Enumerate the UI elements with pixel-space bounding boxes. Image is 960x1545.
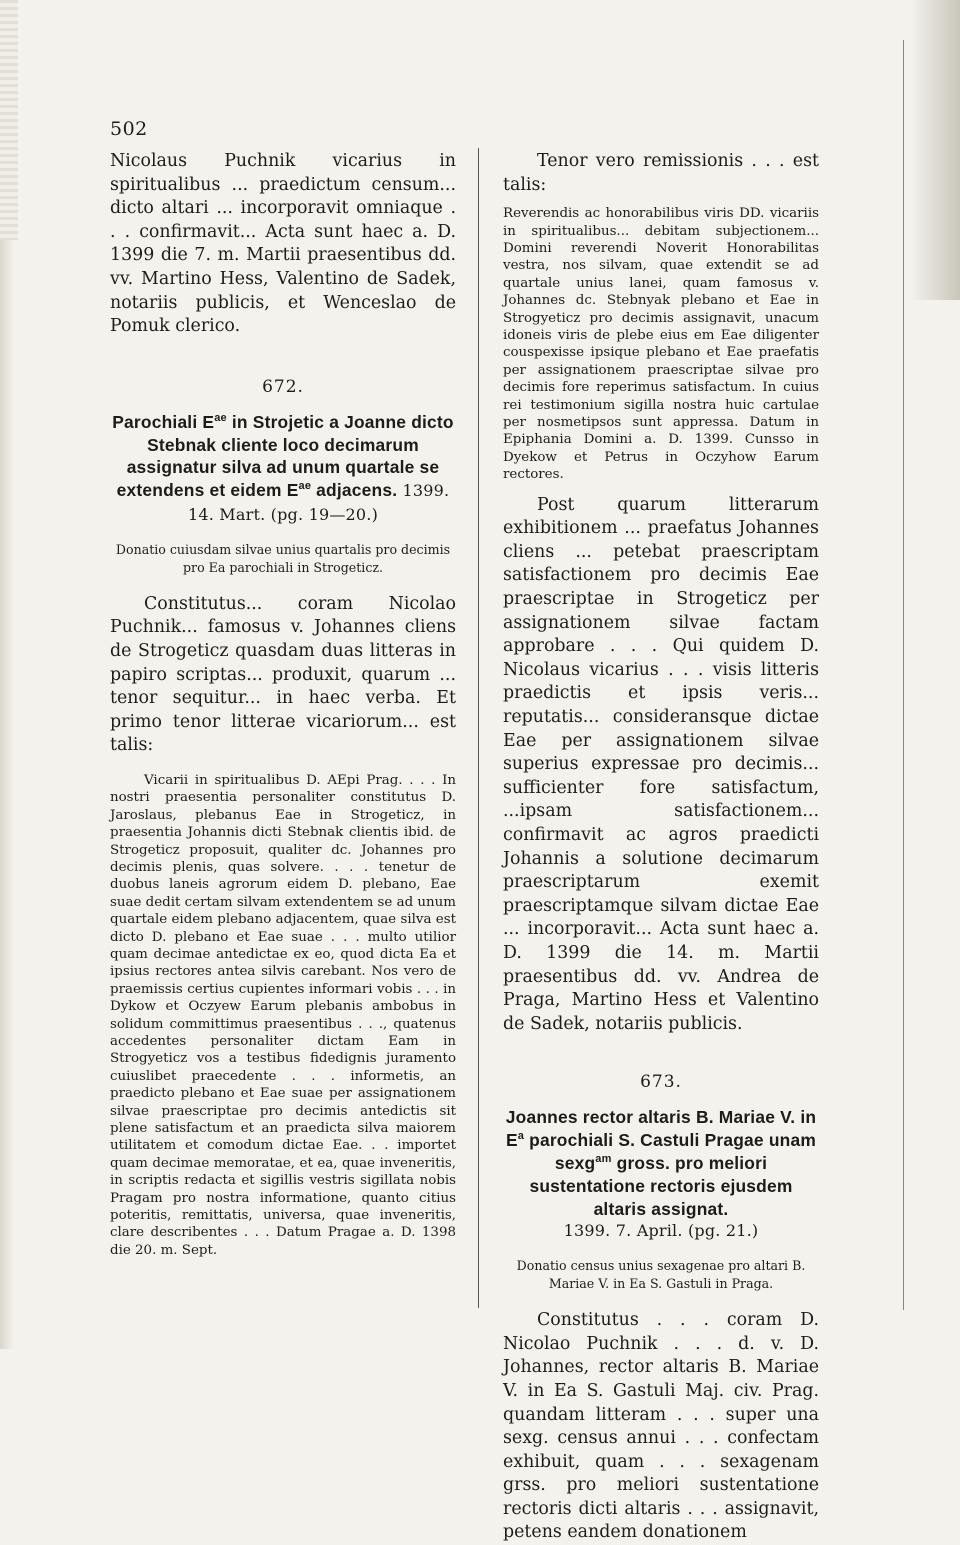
- tenor-line: Tenor vero remissionis . . . est talis:: [503, 151, 819, 195]
- right-column: [503, 150, 819, 1545]
- heading-part: Parochiali E: [112, 411, 215, 432]
- entry-summary-673: Donatio census unius sexagenae pro altari B. Mariae V. in Ea S. Gastuli in Praga.: [516, 1258, 806, 1292]
- page-number: 502: [110, 118, 148, 140]
- column-divider: [478, 148, 479, 1308]
- heading-part: Joannes rector altaris B. Mariae V. in E: [505, 1107, 817, 1151]
- entry-number-673: 673.: [640, 1072, 682, 1093]
- heading-sup: ae: [298, 480, 312, 493]
- heading-date: 1399. 14. Mart. (pg. 19—20.): [187, 481, 450, 524]
- binding-rule: [903, 40, 904, 1310]
- entry-summary-672: Donatio cuiusdam silvae unius quartalis pro decimis pro Ea parochiali in Strogeticz.: [115, 541, 451, 575]
- intro-paragraph: Nicolaus Puchnik vicarius in spiritualibus ... praedictum censum... dicto altari ... incorporavit omniaque . . . confirmavit... Acta sunt haec a. D. 1399 die 7. m. Martii praesentibus dd. vv. Martino Hess, Valentino de Sadek, notariis publicis, et Wenceslao de Pomuk clerico.: [110, 151, 456, 337]
- rectors-reply: Reverendis ac honorabilibus viris DD. vicariis in spiritualibus... debitam subjectionem... Domini reverendi Noverit Honorabilitas vestra, nos silvam, quae extendit se ad quartale unius lanei, quam famosus v. Johannes dc. Stebnyak plebano et Eae in Strogyeticz pro decimis assignavit, unacum idoneis viris de plebe eius em Eae diligenter couspexisse ipsique plebano et Eae praefatis per assignationem praescriptae silvae pro decimis fore reperimus satisfactum. In cuius rei testimonium sigilla nostra huic cartulae per nosmetipsos sunt appressa. Datum in Epiphania Domini a. D. 1399. Cunsso in Dyekow et Petrus in Oczyhow Earum rectores.: [503, 206, 819, 483]
- heading-part: adjacens.: [311, 480, 398, 501]
- heading-sup: ae: [214, 411, 227, 424]
- vicars-letter: Vicarii in spiritualibus D. AEpi Prag. . . . In nostri praesentia personaliter constitutus D. Jaroslaus, plebanus Eae in Strogeticz, in praesentia Johannis dicti Stebnak clientis ibid. de Strogeticz proposuit, qualiter dc. Johannes pro decimis plenis, quas solvere. . . . tenetur de duobus laneis agrorum eidem D. plebano, Eae suae dedit certam silvam extendentem se ad unum quartale eidem plebano adjacentem, quae silva est dicto D. plebano et Eae suae . . . multo utilior quam decimae antedictae ex eo, quod dicta Ea et ipsius rectores antea silvis carebant. Nos vero de praemissis certius cupientes informari vobis . . . in Dykow et Oczyew Earum plebanis ambobus in solidum committimus praesentibus . . ., quatenus accedentes personaliter dictam Eam in Strogyeticz vos a testibus fidedignis juramento cuiuslibet praecedente . . . informetis, an praedicto plebano et Eae suae per assignationem silvae praescriptae pro decimis antedictis sit plene satisfactum et an praedicta silva maiorem utilitatem et comodum dictae Eae. . . importet quam decimae memoratae, et ea, quae inveneritis, in scriptis redacta et sigillis vestris sigillata nobis Pragam pro nostra informatione, quanto citius poteritis, remittatis, universa, quae inveneritis, clare describentes . . . Datum Pragae a. D. 1398 die 20. m. Sept.: [110, 772, 456, 1258]
- heading-part: in Strojetic a Joanne dicto Stebnak cliente loco decimarum assignatur silva ad unum quartale se extendens et eidem E: [116, 411, 454, 501]
- entry-heading-672: [110, 411, 456, 527]
- heading-sup: am: [595, 1153, 612, 1166]
- heading-part: parochiali S. Castuli Pragae unam sexg: [524, 1130, 817, 1173]
- entry-number-672: 672.: [262, 376, 304, 397]
- heading-part: gross. pro meliori sustentatione rectoris ejusdem altaris assignat.: [529, 1152, 793, 1219]
- body-paragraph: Post quarum litterarum exhibitionem ... praefatus Johannes cliens ... petebat praescriptam satisfactionem pro decimis Eae praescriptae in Strogeticz per assignationem silvae factam approbare . . . Qui quidem D. Nicolaus vicarius . . . visis litteris praedictis et ipsis veris... reputatis... consideransque dictae Eae per assignationem silvae superius expressae pro decimis... sufficienter fore satisfactum, ...ipsam satisfactionem... confirmavit ac agros praedicti Johannis a solutione decimarum praescriptarum exemit praescriptamque silvam dictae Eae ... incorporavit... Acta sunt haec a. D. 1399 die 14. m. Martii praesentibus dd. vv. Andrea de Praga, Martino Hess et Valentino de Sadek, notariis publicis.: [503, 494, 819, 1034]
- left-column: [110, 150, 456, 1259]
- body-paragraph: Constitutus... coram Nicolao Puchnik... famosus v. Johannes cliens de Strogeticz quasdam duas litteras in papiro scriptas... produxit, quarum ... tenor sequitur... in haec verba. Et primo tenor litterae vicariorum... est talis:: [110, 593, 456, 756]
- body-paragraph: Constitutus . . . coram D. Nicolao Puchnik . . . d. v. D. Johannes, rector altaris B. Mariae V. in Ea S. Gastuli Maj. civ. Prag. quandam litteram . . . super una sexg. census annui . . . confectam exhibuit, quam . . . sexagenam grss. pro meliori sustentatione rectoris dicti altaris . . . assignavit, petens eandem donationem: [503, 1310, 819, 1543]
- heading-date: 1399. 7. April. (pg. 21.): [563, 1221, 759, 1241]
- heading-sup: a: [517, 1130, 525, 1143]
- scan-noise: [0, 0, 18, 240]
- scan-edge-right: [910, 0, 960, 300]
- entry-heading-673: [503, 1106, 819, 1220]
